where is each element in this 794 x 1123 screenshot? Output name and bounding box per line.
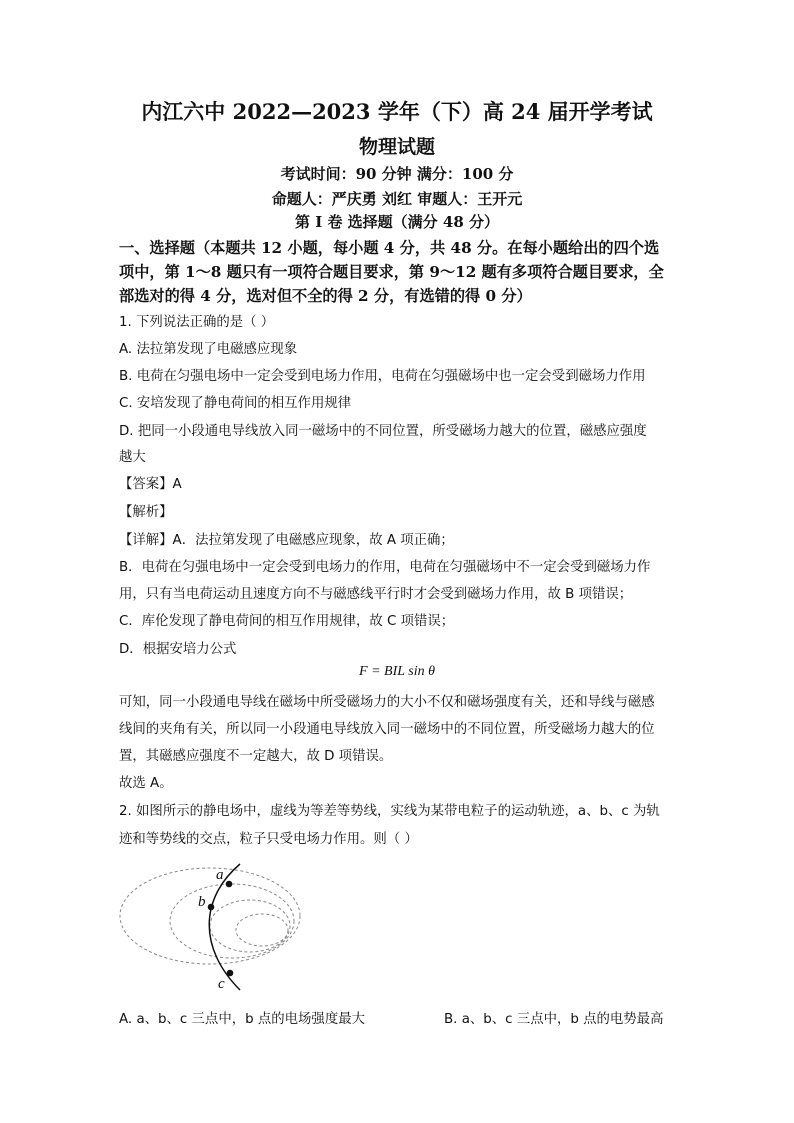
q1-conclusion: 故选 A。: [119, 776, 173, 791]
label-b: b: [198, 894, 206, 910]
ampere-force-formula: F = BIL sin θ: [359, 664, 435, 679]
part-heading: 第 I 卷 选择题（满分 48 分）: [294, 213, 499, 231]
time-score-line: 考试时间：90 分钟 满分：100 分: [280, 165, 514, 183]
q2-option-a: A. a、b、c 三点中，b 点的电场强度最大: [119, 1012, 365, 1027]
label-a: a: [216, 867, 224, 883]
q1-stem: 1. 下列说法正确的是（ ）: [119, 315, 275, 330]
q1-answer: 【答案】A: [119, 477, 182, 492]
q2-stem-line-2: 迹和等势线的交点，粒子只受电场力作用。则（ ）: [119, 832, 418, 847]
q1-option-b: B. 电荷在匀强电场中一定会受到电场力作用，电荷在匀强磁场中也一定会受到磁场力作用: [119, 369, 646, 384]
section-instructions-line-1: 一、选择题（本题共 12 小题，每小题 4 分，共 48 分。在每小题给出的四个选: [119, 239, 660, 257]
q1-analysis-heading: 【解析】: [119, 505, 173, 520]
q1-detail-line-2: B．电荷在匀强电场中一定会受到电场力的作用，电荷在匀强磁场中不一定会受到磁场力作: [119, 560, 651, 575]
q1-option-a: A. 法拉第发现了电磁感应现象: [119, 342, 298, 357]
q2-option-b: B. a、b、c 三点中，b 点的电势最高: [444, 1012, 664, 1027]
q1-option-d-line-1: D. 把同一小段通电导线放入同一磁场中的不同位置，所受磁场力越大的位置，磁感应强度: [119, 424, 647, 439]
particle-trajectory: [209, 864, 240, 990]
q1-detail-line-8: 置，其磁感应强度不一定越大，故 D 项错误。: [119, 749, 393, 764]
equipotential-line-2: [170, 884, 294, 958]
exam-title: 内江六中 2022—2023 学年（下）高 24 届开学考试: [141, 99, 653, 124]
q1-detail-line-4: C．库伦发现了静电荷间的相互作用规律，故 C 项错误；: [119, 614, 455, 629]
point-c-marker: [227, 970, 234, 977]
q1-detail-line-3: 用，只有当电荷运动且速度方向不与磁感线平行时才会受到磁场力作用，故 B 项错误；: [119, 587, 633, 602]
electrostatic-field-figure: [114, 858, 314, 998]
q1-detail-line-6: 可知，同一小段通电导线在磁场中所受磁场力的大小不仅和磁场强度有关，还和导线与磁感: [119, 695, 655, 710]
q2-stem-line-1: 2. 如图所示的静电场中，虚线为等差等势线，实线为某带电粒子的运动轨迹，a、b、c 为轨: [119, 804, 660, 819]
point-b-marker: [208, 904, 215, 911]
q1-detail-line-5: D．根据安培力公式: [119, 642, 237, 657]
authors-line: 命题人：严庆勇 刘红 审题人：王开元: [271, 190, 523, 208]
label-c: c: [218, 976, 225, 992]
q1-option-c: C. 安培发现了静电荷间的相互作用规律: [119, 396, 352, 411]
q1-detail-line-7: 线间的夹角有关，所以同一小段通电导线放入同一磁场中的不同位置，所受磁场力越大的位: [119, 722, 655, 737]
q1-detail-line-1: 【详解】A．法拉第发现了电磁感应现象，故 A 项正确；: [119, 533, 454, 548]
section-instructions-line-2: 项中，第 1～8 题只有一项符合题目要求，第 9～12 题有多项符合题目要求，全: [119, 263, 664, 281]
section-instructions-line-3: 部选对的得 4 分，选对但不全的得 2 分，有选错的得 0 分）: [119, 287, 532, 305]
point-a-marker: [226, 881, 233, 888]
equipotential-line-4: [236, 914, 288, 946]
q1-option-d-line-2: 越大: [119, 450, 146, 465]
subject-title: 物理试题: [358, 136, 435, 158]
